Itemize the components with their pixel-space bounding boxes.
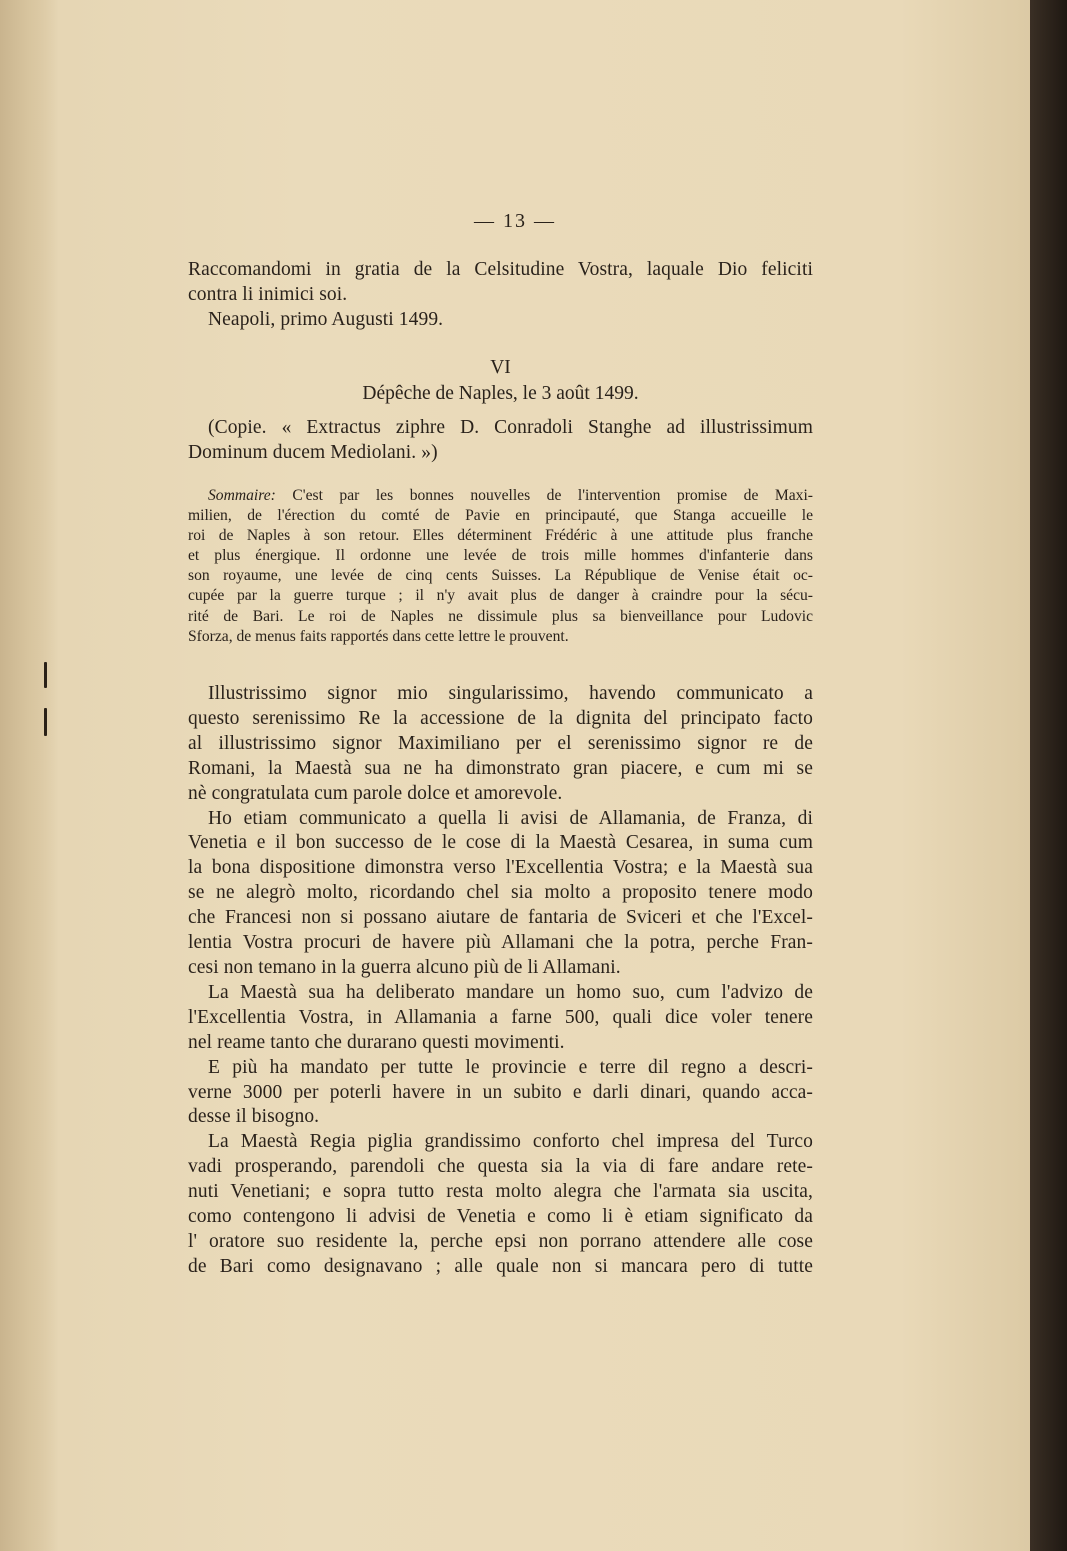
text-line: Dominum ducem Mediolani. »): [188, 441, 438, 463]
margin-mark: [44, 708, 47, 736]
text-line: contra li inimici soi.: [188, 283, 348, 305]
letter-line: Illustrissimo signor mio singularissimo, havendo communicato a: [208, 683, 813, 704]
letter-line: lentia Vostra procuri de havere più Allamani che la potra, perche Fran-: [188, 932, 813, 954]
summary-line: roi de Naples à son retour. Elles déterminent Frédéric à une attitude plus franche: [188, 527, 813, 545]
letter-line: se ne alegrò molto, ricordando chel sia molto a proposito tenere modo: [188, 882, 813, 904]
summary-line: rité de Bari. Le roi de Naples ne dissimule plus sa bienveillance pour Ludovic: [188, 607, 813, 625]
letter-line: verne 3000 per poterli havere in un subito e darli dinari, quando acca-: [188, 1081, 813, 1103]
copie-note: [188, 416, 813, 466]
letter-line: l' oratore suo residente la, perche epsi non porrano attendere alle cose: [188, 1230, 813, 1252]
opening-paragraph: [188, 258, 813, 333]
text-line: Raccomandomi in gratia de la Celsitudine Vostra, laquale Dio feliciti: [188, 259, 813, 280]
section-heading: [188, 355, 813, 407]
letter-line: questo serenissimo Re la accessione de la dignita del principato facto: [188, 707, 813, 729]
summary-line: et plus énergique. Il ordonne une levée de trois mille hommes d'infanterie dans: [188, 547, 813, 565]
section-number: VI: [490, 357, 511, 378]
letter-line: Ho etiam communicato a quella li avisi de Allamania, de Franza, di: [208, 807, 813, 829]
letter-line: La Maestà Regia piglia grandissimo conforto chel impresa del Turco: [208, 1131, 813, 1153]
letter-line: cesi non temano in la guerra alcuno più de li Allamani.: [188, 956, 621, 978]
summary-line: milien, de l'érection du comté de Pavie en principauté, que Stanga accueille le: [188, 507, 813, 525]
letter-line: Venetia e il bon successo de le cose di la Maestà Cesarea, in suma cum: [188, 832, 813, 854]
summary-line: Sforza, de menus faits rapportés dans cette lettre le prouvent.: [188, 627, 569, 645]
summary-first-line-text: C'est par les bonnes nouvelles de l'intervention promise de Maxi-: [275, 487, 813, 504]
letter-line: nuti Venetiani; e sopra tutto resta molto alegra che l'armata sia uscita,: [188, 1181, 813, 1203]
letter-line: E più ha mandato per tutte le provincie e terre dil regno a descri-: [208, 1056, 813, 1078]
summary-paragraph: [188, 486, 813, 647]
letter-line: nè congratulata cum parole dolce et amorevole.: [188, 782, 563, 804]
letter-line: como contengono li advisi de Venetia e como li è etiam significato da: [188, 1206, 813, 1228]
letter-line: nel reame tanto che durarano questi movimenti.: [188, 1031, 565, 1053]
letter-line: l'Excellentia Vostra, in Allamania a farne 500, quali dice voler tenere: [188, 1006, 813, 1028]
letter-line: la bona dispositione dimonstra verso l'Excellentia Vostra; e la Maestà sua: [188, 857, 813, 879]
letter-line: che Francesi non si possano aiutare de fantaria de Sviceri et che l'Excel-: [188, 907, 813, 929]
page-number: — 13 —: [474, 210, 556, 232]
summary-label: Sommaire:: [208, 487, 276, 504]
summary-first-line: [188, 486, 813, 506]
letter-line: de Bari como designavano ; alle quale non si mancara pero di tutte: [188, 1255, 813, 1277]
letter-line: desse il bisogno.: [188, 1106, 320, 1128]
section-title: Dépêche de Naples, le 3 août 1499.: [362, 383, 639, 404]
margin-mark: [44, 662, 47, 688]
summary-line: son royaume, une levée de cinq cents Suisses. La République de Venise était oc-: [188, 567, 813, 585]
letter-line: La Maestà sua ha deliberato mandare un homo suo, cum l'advizo de: [208, 981, 813, 1003]
summary-line: cupée par la guerre turque ; il n'y avait plus de danger à craindre pour la sécu-: [188, 587, 813, 605]
text-line: Neapoli, primo Augusti 1499.: [208, 308, 444, 330]
letter-line: Romani, la Maestà sua ne ha dimonstrato gran piacere, e cum mi se: [188, 757, 813, 779]
book-edge: [1030, 0, 1067, 1551]
letter-line: al illustrissimo signor Maximiliano per el serenissimo signor re de: [188, 732, 813, 754]
letter-body: [188, 682, 813, 1280]
letter-line: vadi prosperando, parendoli che questa sia la via di fare andare rete-: [188, 1156, 813, 1178]
text-line: (Copie. « Extractus ziphre D. Conradoli Stanghe ad illustrissimum: [208, 417, 813, 438]
